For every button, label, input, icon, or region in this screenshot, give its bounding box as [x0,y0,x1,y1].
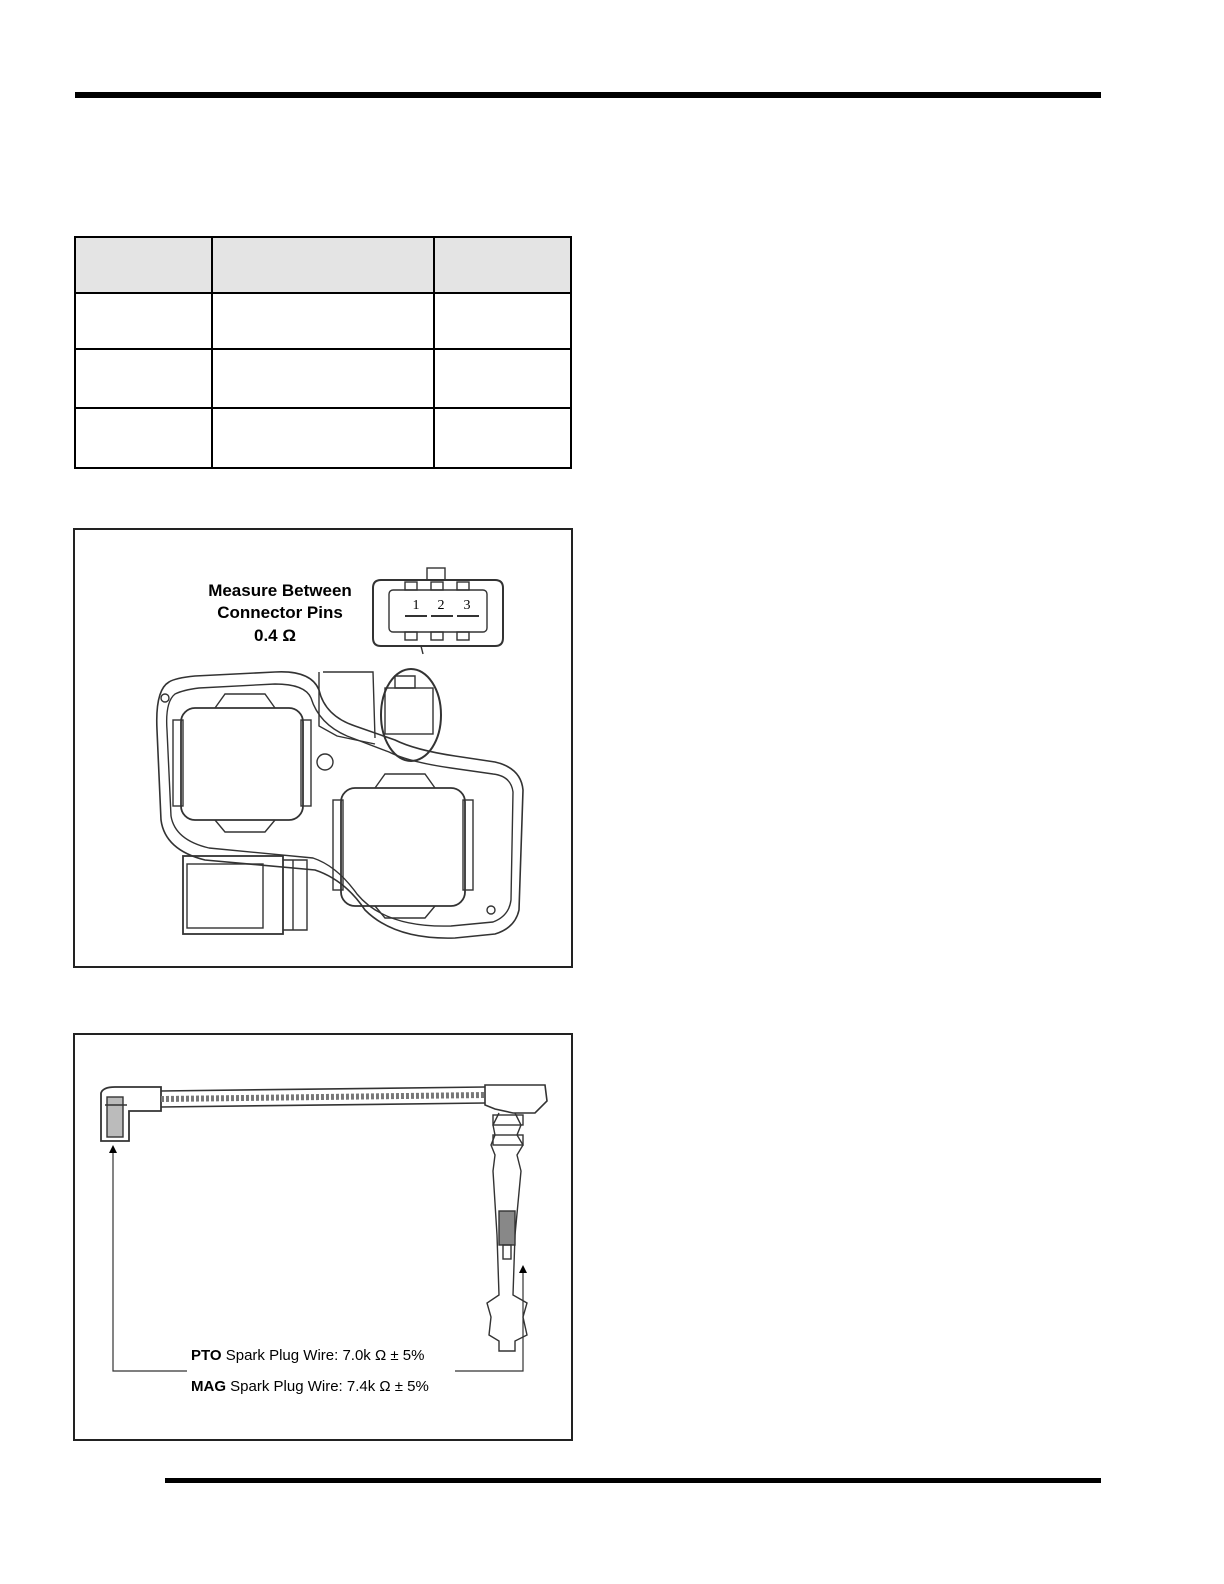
ignition-coil-figure [73,528,573,968]
table-header-cell [212,237,433,293]
table-cell [75,293,212,349]
pto-prefix: PTO [191,1347,222,1364]
table-row [75,349,571,408]
table-header-cell [75,237,212,293]
table-cell [434,349,571,408]
resistance-table [74,236,572,469]
mag-prefix: MAG [191,1378,226,1395]
mag-spec: Spark Plug Wire: 7.4k Ω ± 5% [226,1378,429,1395]
footer-rule [165,1478,1101,1483]
pto-spec: Spark Plug Wire: 7.0k Ω ± 5% [221,1347,425,1364]
table-row [75,293,571,349]
table-cell [212,293,433,349]
table-cell [75,408,212,468]
pin-label-2: 2 [437,598,445,613]
spark-plug-wire-figure [73,1033,573,1441]
table-row [75,408,571,468]
table-header-row [75,237,571,293]
table-cell [212,349,433,408]
coil-caption-line1: Measure Between [208,581,352,600]
pin-label-1: 1 [412,598,420,613]
table-cell [212,408,433,468]
pto-wire-label [191,1347,424,1364]
mag-wire-label [191,1378,429,1395]
table-cell [434,293,571,349]
header-rule [75,92,1101,98]
table-cell [75,349,212,408]
coil-caption-line3: 0.4 Ω [254,626,296,645]
coil-caption-line2: Connector Pins [217,603,343,622]
pin-label-3: 3 [463,598,471,613]
spark-plug-wire-illustration [75,1035,571,1439]
table-cell [434,408,571,468]
ignition-coil-illustration [75,530,571,966]
table-header-cell [434,237,571,293]
